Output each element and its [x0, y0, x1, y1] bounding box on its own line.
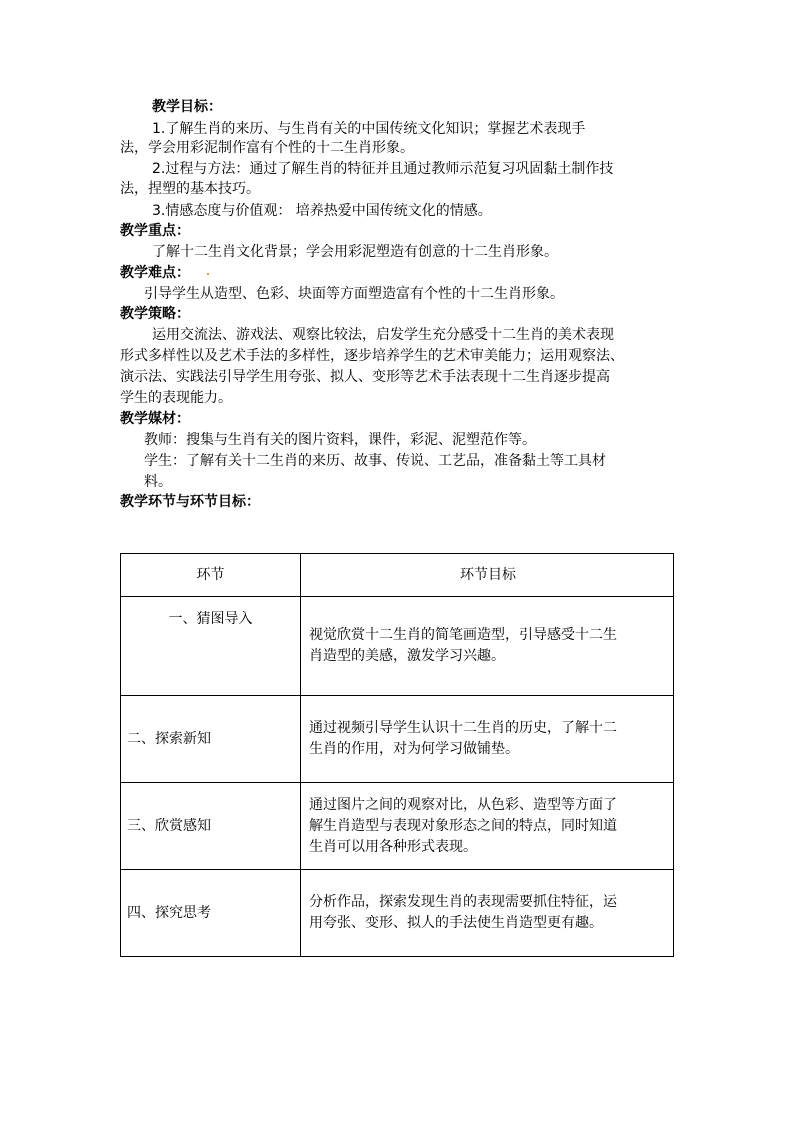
difficulties-text: 引导学生从造型、色彩、块面等方面塑造富有个性的十二生肖形象。: [144, 286, 564, 302]
stray-mark: [207, 273, 209, 275]
media-heading: 教学媒材：: [120, 411, 190, 427]
goal-line: 分析作品，探索发现生肖的表现需要抓住特征，运: [309, 894, 617, 910]
stage-cell: 一、猜图导入: [121, 597, 301, 696]
goal-cell: [301, 783, 674, 870]
objective-3: 3.情感态度与价值观： 培养热爱中国传统文化的情感。: [152, 203, 492, 219]
strategy-line-3: 演示法、实践法引导学生用夸张、拟人、变形等艺术手法表现十二生肖逐步提高: [120, 369, 610, 385]
table-row: [121, 696, 674, 783]
stages-table: [120, 553, 674, 957]
key-points-heading: 教学重点：: [120, 223, 190, 239]
objective-2-line-2: 法，捏塑的基本技巧。: [120, 181, 260, 197]
goal-cell: [301, 696, 674, 783]
objective-1-line-1: 1.了解生肖的来历、与生肖有关的中国传统文化知识；掌握艺术表现手: [152, 121, 586, 137]
key-points-text: 了解十二生肖文化背景；学会用彩泥塑造有创意的十二生肖形象。: [152, 244, 558, 260]
strategy-heading: 教学策略：: [120, 306, 190, 322]
header-stage: 环节: [121, 554, 301, 597]
goal-cell: [301, 870, 674, 957]
goal-line: 生肖的作用，对为何学习做铺垫。: [309, 741, 519, 757]
goal-line: 通过视频引导学生认识十二生肖的历史，了解十二: [309, 720, 617, 736]
table-row: [121, 870, 674, 957]
table-row: [121, 597, 674, 696]
table-row: [121, 783, 674, 870]
goal-cell: [301, 597, 674, 696]
stage-cell: 三、欣赏感知: [121, 783, 301, 870]
media-student-line-2: 料。: [144, 474, 172, 490]
stage-cell: 四、探究思考: [121, 870, 301, 957]
strategy-line-2: 形式多样性以及艺术手法的多样性，逐步培养学生的艺术审美能力；运用观察法、: [120, 348, 624, 364]
goal-line: 生肖可以用各种形式表现。: [309, 838, 477, 855]
goal-line: 肖造型的美感，激发学习兴趣。: [309, 648, 505, 664]
difficulties-heading: 教学难点：: [120, 265, 190, 281]
media-student-line-1: 学生：了解有关十二生肖的来历、故事、传说、工艺品，准备黏土等工具材: [144, 453, 606, 469]
media-teacher: 教师：搜集与生肖有关的图片资料，课件，彩泥、泥塑范作等。: [144, 432, 536, 448]
strategy-line-4: 学生的表现能力。: [120, 390, 232, 406]
goal-line: 视觉欣赏十二生肖的简笔画造型，引导感受十二生: [309, 627, 617, 643]
header-goal: 环节目标: [301, 554, 674, 597]
goal-line: 用夸张、变形、拟人的手法使生肖造型更有趣。: [309, 915, 603, 931]
objective-1-line-2: 法，学会用彩泥制作富有个性的十二生肖形象。: [120, 140, 414, 156]
stages-heading: 教学环节与环节目标：: [120, 494, 260, 510]
objectives-heading: 教学目标：: [152, 99, 222, 115]
strategy-line-1: 运用交流法、游戏法、观察比较法，启发学生充分感受十二生肖的美术表现: [152, 327, 614, 343]
goal-line: 解生肖造型与表现对象形态之间的特点，同时知道: [309, 817, 617, 834]
objective-2-line-1: 2.过程与方法：通过了解生肖的特征并且通过教师示范复习巩固黏土制作技: [152, 161, 614, 177]
stage-cell: 二、探索新知: [121, 696, 301, 783]
goal-line: 通过图片之间的观察对比，从色彩、造型等方面了: [309, 796, 617, 813]
table-header-row: [121, 554, 674, 597]
